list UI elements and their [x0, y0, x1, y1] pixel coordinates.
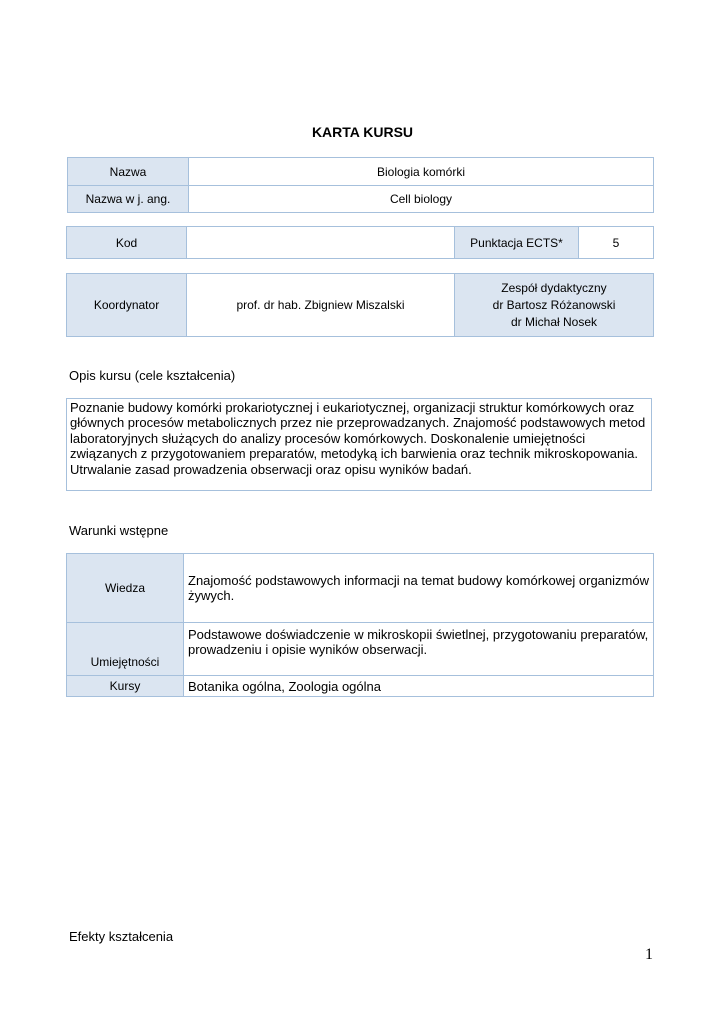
code-label: Kod [67, 227, 187, 259]
outcomes-heading: Efekty kształcenia [69, 929, 174, 944]
coordinator-label: Koordynator [67, 274, 187, 337]
code-value [187, 227, 455, 259]
description-text: Poznanie budowy komórki prokariotycznej i eukariotycznej, organizacji struktur komórkowych oraz głównych procesów metabolicznych przez nie przeprowadzanych. Znajomość podstawowych metod laboratoryjnych służących do analizy procesów komórkowych. Doskonalenie umiejętności związanych z przygotowaniem preparatów, metodyką ich barwienia oraz technik mikroskopowania. Utrwalanie zasad prowadzenia obserwacji oraz opisu wyników badań. [70, 400, 646, 477]
description-heading: Opis kursu (cele kształcenia) [69, 368, 236, 383]
ects-value: 5 [579, 227, 654, 259]
name-en-label: Nazwa w j. ang. [68, 186, 189, 213]
coordinator-table [66, 273, 654, 337]
name-value: Biologia komórki [189, 158, 654, 186]
page-title: KARTA KURSU [311, 124, 414, 140]
code-table [66, 226, 654, 259]
prereq-value-skills: Podstawowe doświadczenie w mikroskopii świetlnej, przygotowaniu preparatów, prowadzeniu i opisie wyników obserwacji. [184, 623, 654, 676]
prereq-label-knowledge: Wiedza [67, 554, 184, 623]
prerequisites-heading: Warunki wstępne [69, 523, 169, 538]
description-box [66, 398, 652, 491]
team-heading: Zespół dydaktyczny [501, 280, 607, 295]
prereq-value-courses: Botanika ogólna, Zoologia ogólna [184, 676, 654, 697]
prerequisites-table [66, 553, 654, 697]
prereq-value-knowledge: Znajomość podstawowych informacji na temat budowy komórkowej organizmów żywych. [184, 554, 654, 623]
ects-label: Punktacja ECTS* [455, 227, 579, 259]
name-label: Nazwa [68, 158, 189, 186]
course-name-table [67, 157, 654, 213]
name-en-value: Cell biology [189, 186, 654, 213]
coordinator-value: prof. dr hab. Zbigniew Miszalski [187, 274, 455, 337]
teaching-team [455, 274, 654, 337]
team-member: dr Bartosz Różanowski [492, 297, 616, 312]
team-member: dr Michał Nosek [510, 314, 598, 329]
page-number: 1 [645, 946, 653, 963]
prereq-label-courses: Kursy [67, 676, 184, 697]
prereq-label-skills: Umiejętności [67, 623, 184, 676]
